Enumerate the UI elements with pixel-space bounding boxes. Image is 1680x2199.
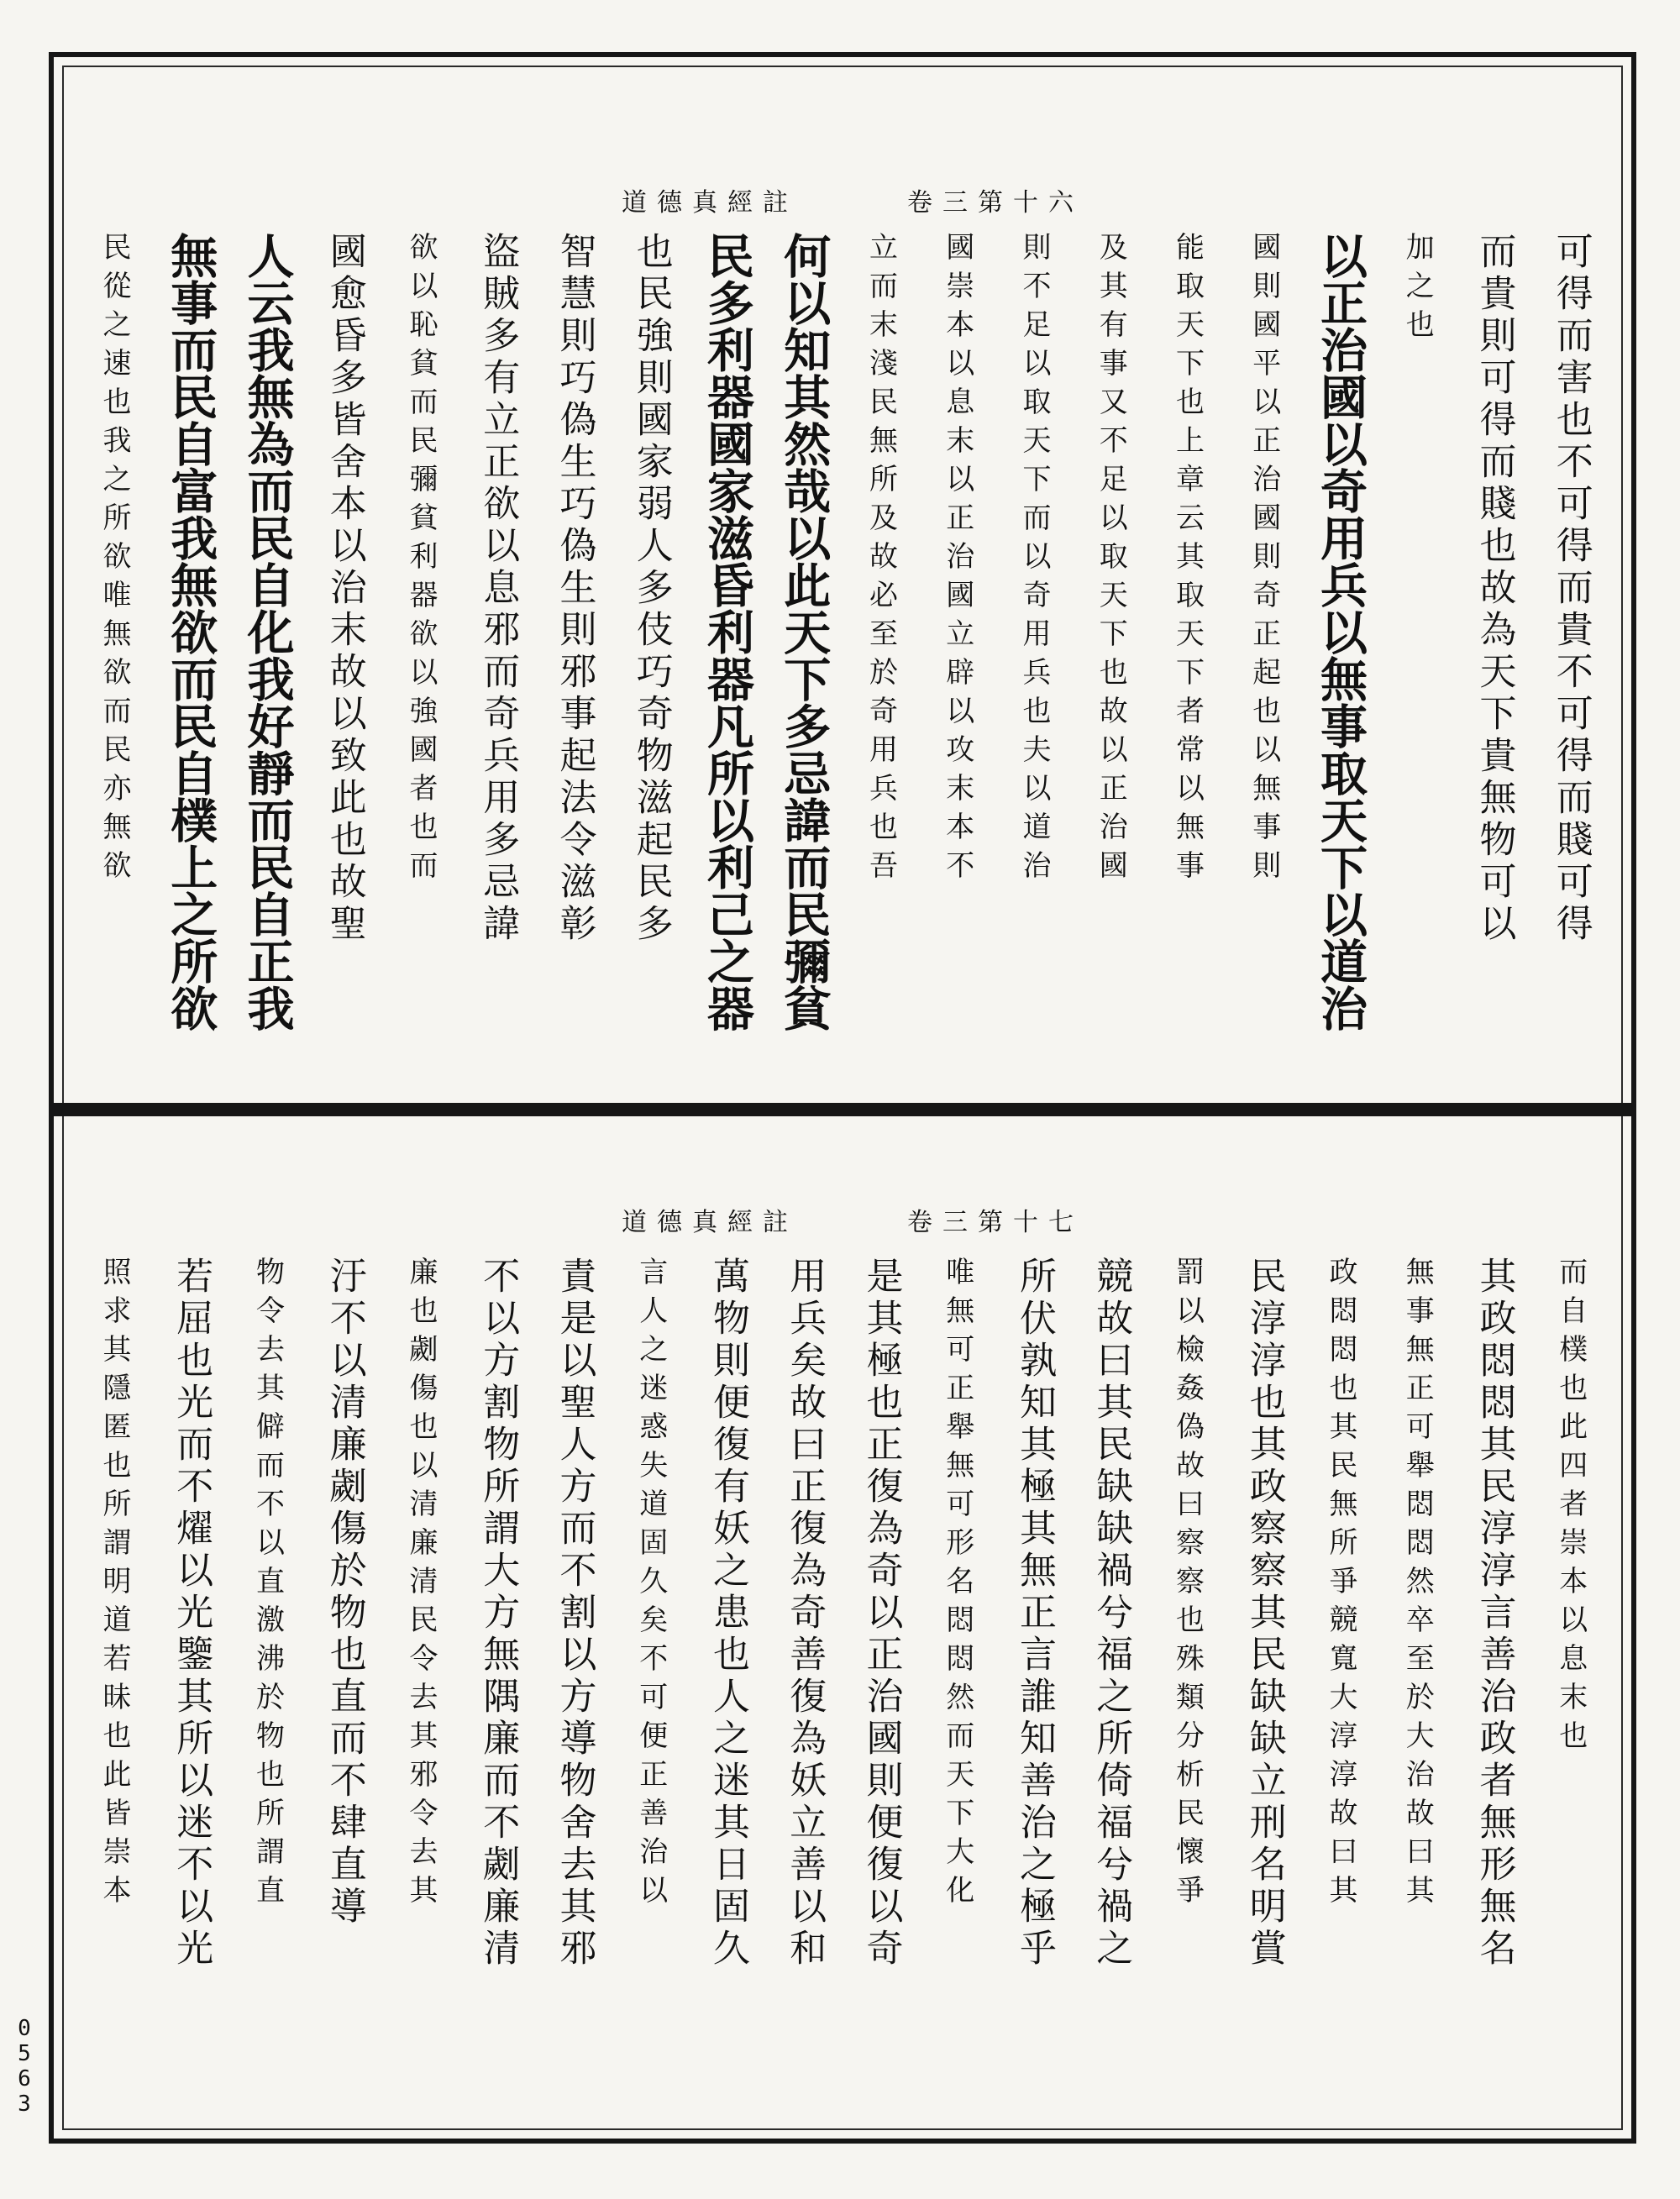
text-column: 則不足以取天下而以奇用兵也夫以道治	[1017, 232, 1051, 889]
text-column: 責是以聖人方而不割以方導物舍去其邪	[553, 1257, 596, 1971]
top-text-columns	[91, 232, 1594, 1080]
text-column: 也民強則國家弱人多伎巧奇物滋起民多	[629, 232, 673, 946]
text-column: 政悶悶也其民無所爭競寬大淳淳故曰其	[1324, 1257, 1357, 1913]
text-column: 能取天下也上章云其取天下者常以無事	[1170, 232, 1205, 889]
page-divider	[49, 1103, 1636, 1116]
header-volume: 卷三第十七	[907, 1208, 1084, 1237]
text-column: 不以方割物所謂大方無隅廉而不劌廉清	[476, 1257, 520, 1971]
text-column: 欲以恥貧而民彌貧利器欲以強國者也而	[404, 232, 438, 889]
text-column: 廉也劌傷也以清廉清民令去其邪令去其	[404, 1257, 438, 1913]
text-column: 所伏孰知其極其無正言誰知善治之極乎	[1013, 1257, 1056, 1971]
text-column: 何以知其然哉以此天下多忌諱而民彌貧	[776, 232, 832, 1031]
header-title: 道德真經註	[622, 188, 798, 218]
text-column: 而自樸也此四者崇本以息末也	[1553, 1257, 1588, 1759]
text-column: 無事無正可舉悶悶然卒至於大治故曰其	[1400, 1257, 1435, 1913]
header-title: 道德真經註	[622, 1208, 798, 1237]
text-column: 國則國平以正治國則奇正起也以無事則	[1247, 232, 1281, 889]
text-column: 其政悶悶其民淳淳言善治政者無形無名	[1473, 1257, 1516, 1971]
text-column: 萬物則便復有妖之患也人之迷其日固久	[706, 1257, 749, 1971]
text-column: 無事而民自富我無欲而民自樸上之所欲	[163, 232, 219, 1031]
header-volume: 卷三第十六	[907, 188, 1084, 218]
text-column: 照求其隱匿也所謂明道若昧也此皆崇本	[97, 1257, 131, 1913]
text-column: 汙不以清廉劌傷於物也直而不肆直導	[323, 1257, 366, 1929]
text-column: 加之也	[1400, 232, 1435, 348]
text-column: 競故曰其民缺缺禍兮福之所倚福兮禍之	[1089, 1257, 1133, 1971]
text-column: 而貴則可得而賤也故為天下貴無物可以	[1473, 232, 1516, 946]
text-column: 國崇本以息末以正治國立辟以攻末本不	[940, 232, 974, 889]
top-page	[67, 72, 1618, 1090]
text-column: 罰以檢姦偽故曰察察也殊類分析民懷爭	[1170, 1257, 1205, 1913]
text-column: 以正治國以奇用兵以無事取天下以道治	[1313, 232, 1368, 1031]
text-column: 唯無可正舉無可形名悶悶然而天下大化	[940, 1257, 974, 1913]
text-column: 智慧則巧偽生巧偽生則邪事起法令滋彰	[553, 232, 596, 946]
text-column: 立而末淺民無所及故必至於奇用兵也吾	[864, 232, 898, 889]
text-column: 用兵矣故曰正復為奇善復為妖立善以和	[783, 1257, 827, 1971]
page-number: 0 5 6 3	[18, 2016, 31, 2117]
text-column: 人云我無為而民自化我好靜而民自正我	[239, 232, 296, 1031]
text-column: 言人之迷惑失道固久矣不可便正善治以	[633, 1257, 668, 1913]
text-column: 可得而害也不可得而貴不可得而賤可得	[1549, 232, 1593, 946]
text-column: 國愈昏多皆舍本以治末故以致此也故聖	[323, 232, 366, 946]
text-column: 民多利器國家滋昏利器凡所以利己之器	[700, 232, 755, 1031]
text-column: 若屈也光而不燿以光鑒其所以迷不以光	[170, 1257, 213, 1971]
bottom-page	[67, 1132, 1618, 2130]
text-column: 是其極也正復為奇以正治國則便復以奇	[859, 1257, 903, 1971]
text-column: 物令去其僻而不以直激沸於物也所謂直	[250, 1257, 285, 1913]
bottom-text-columns	[91, 1257, 1594, 2113]
text-column: 及其有事又不足以取天下也故以正治國	[1094, 232, 1128, 889]
text-column: 盜賊多有立正欲以息邪而奇兵用多忌諱	[476, 232, 520, 946]
text-column: 民從之速也我之所欲唯無欲而民亦無欲	[97, 232, 131, 889]
text-column: 民淳淳也其政察察其民缺缺立刑名明賞	[1242, 1257, 1286, 1971]
